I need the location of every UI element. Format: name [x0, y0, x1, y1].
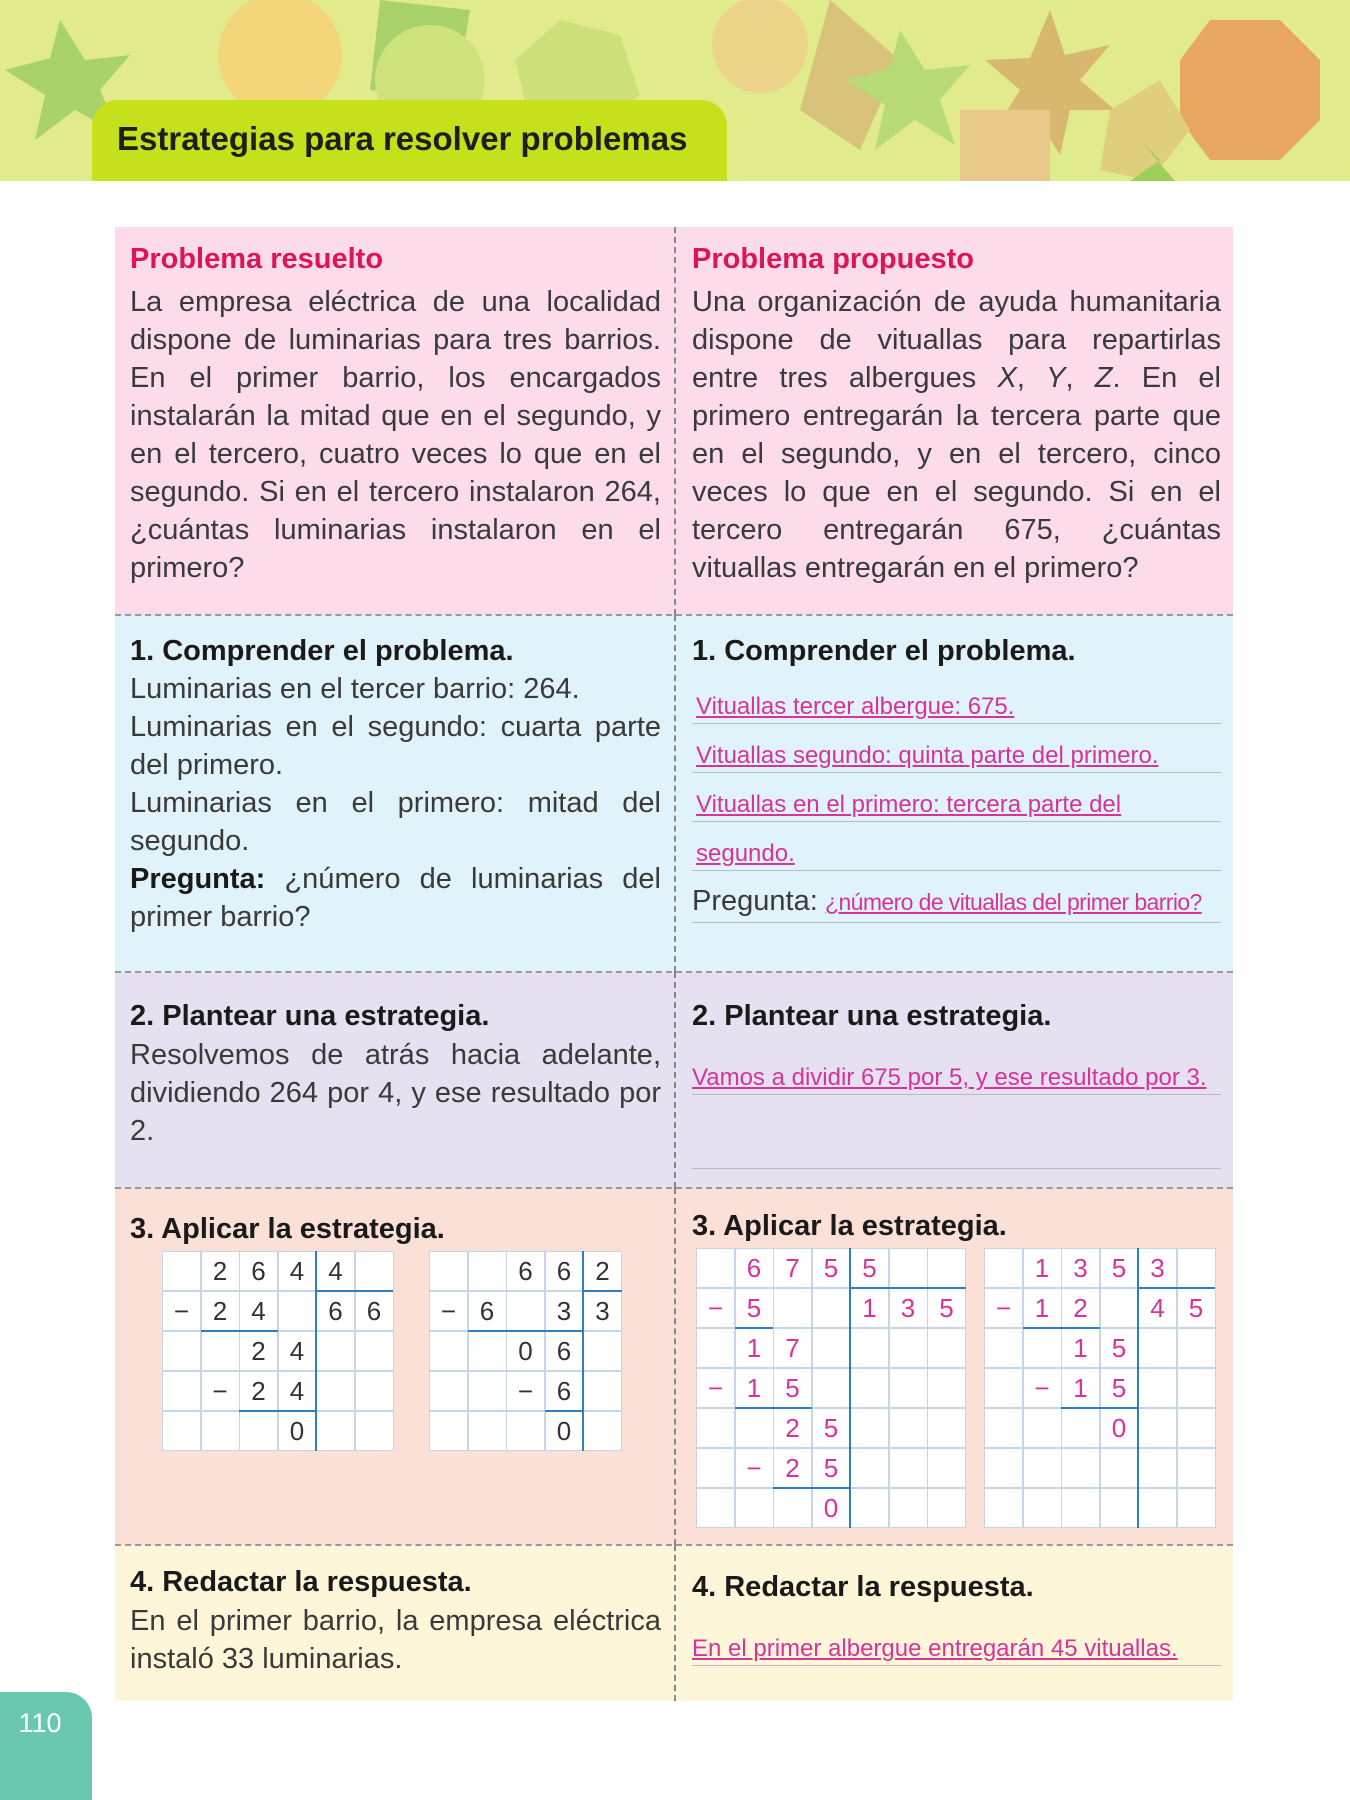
division-digit: −	[212, 1376, 228, 1406]
grid-cell	[812, 1368, 851, 1408]
division-bar-horizontal	[315, 1290, 393, 1292]
grid-cell	[984, 1408, 1023, 1448]
grid-cell	[984, 1248, 1023, 1288]
question-text: ¿número de luminarias del primer barrio?	[130, 863, 661, 933]
grid-cell	[696, 1448, 735, 1488]
division-digit: 0	[1111, 1413, 1127, 1443]
grid-cell	[773, 1288, 812, 1328]
grid-cell	[927, 1368, 966, 1408]
division-digit: 5	[823, 1253, 839, 1283]
division-digit: 5	[1111, 1253, 1127, 1283]
grid-cell	[696, 1248, 735, 1288]
grid-cell	[889, 1368, 928, 1408]
division-bar-vertical	[582, 1251, 584, 1451]
grid-cell	[984, 1328, 1023, 1368]
division-digit: 6	[328, 1296, 343, 1326]
grid-cell	[1177, 1408, 1216, 1448]
grid-cell	[735, 1408, 774, 1448]
grid-cell	[278, 1291, 317, 1331]
grid-cell	[850, 1408, 889, 1448]
division-digit: 4	[251, 1296, 266, 1326]
grid-cell	[162, 1411, 201, 1451]
grid-cell	[889, 1448, 928, 1488]
grid-cell	[1023, 1328, 1062, 1368]
subtraction-line	[201, 1330, 278, 1332]
division-digit: 1	[1073, 1373, 1088, 1403]
grid-cell	[1177, 1448, 1216, 1488]
grid-cell	[1061, 1408, 1100, 1448]
question-row	[692, 871, 1221, 923]
column-divider	[674, 227, 676, 615]
page-title: Estrategias para resolver problemas	[117, 120, 688, 157]
grid-cell	[162, 1371, 201, 1411]
subtraction-line	[468, 1330, 584, 1332]
grid-cell	[1138, 1488, 1177, 1528]
grid-cell	[889, 1488, 928, 1528]
var-y: Y	[1046, 362, 1066, 394]
answer-text: En el primer albergue entregarán 45 vituallas.	[692, 1635, 1178, 1662]
var-x: X	[997, 362, 1017, 394]
division-bar-vertical	[1137, 1248, 1139, 1528]
answer-line-1	[692, 1046, 1221, 1095]
grid-cell	[984, 1488, 1023, 1528]
grid-cell	[1100, 1448, 1139, 1488]
division-digit: 5	[1188, 1293, 1204, 1323]
division-digit: 1	[746, 1333, 762, 1363]
division-digit: −	[707, 1293, 724, 1323]
step2-resolved	[115, 972, 676, 1188]
statement-part-b: . En el primero entregarán la tercera parte que en el segundo, y en el tercero, cinco veces lo que en el segundo. Si en el tercero entregarán 675, ¿cuántas vituallas entregarán en el primero?	[692, 362, 1221, 584]
grid-cell	[696, 1488, 735, 1528]
grid-cell	[984, 1368, 1023, 1408]
division-digit: 3	[1073, 1253, 1088, 1283]
grid-cell	[1177, 1248, 1216, 1288]
step1-heading: 1. Comprender el problema.	[130, 635, 514, 667]
column-divider	[674, 1188, 676, 1545]
subtraction-line	[545, 1410, 584, 1412]
step1-resolved	[115, 615, 676, 972]
division-digit: 3	[900, 1293, 916, 1323]
division-digit: 1	[1034, 1293, 1050, 1323]
proposed-problem-heading: Problema propuesto	[692, 243, 974, 275]
grid-cell	[1023, 1408, 1062, 1448]
division-bar-horizontal	[849, 1287, 966, 1289]
division-digit: −	[440, 1296, 457, 1326]
proposed-problem	[676, 227, 1233, 615]
grid-cell	[850, 1368, 889, 1408]
subtraction-line	[1023, 1327, 1100, 1329]
grid-cell	[889, 1248, 928, 1288]
grid-cell	[1177, 1368, 1216, 1408]
division-digit: 6	[518, 1256, 533, 1286]
grid-cell	[1177, 1488, 1216, 1528]
division-digit: 5	[823, 1413, 839, 1443]
division-digit: 6	[556, 1376, 572, 1406]
division-digit: 2	[212, 1296, 228, 1326]
grid-cell	[506, 1291, 545, 1331]
grid-cell	[1138, 1448, 1177, 1488]
division-digit: 5	[1111, 1373, 1127, 1403]
grid-cell	[927, 1448, 966, 1488]
step4-section	[115, 1545, 1233, 1701]
statement-part-a: Una organización de ayuda humanitaria dispone de vituallas para repartirlas entre tres albergues	[692, 286, 1221, 394]
division-digit: 2	[785, 1453, 800, 1483]
grid-cell	[927, 1408, 966, 1448]
step1-proposed	[676, 615, 1233, 972]
division-digit: 0	[823, 1493, 839, 1523]
grid-cell	[773, 1488, 812, 1528]
step2-proposed	[676, 972, 1233, 1188]
grid-cell	[1177, 1328, 1216, 1368]
division-digit: −	[995, 1293, 1012, 1323]
answer-text: Vituallas tercer albergue: 675.	[696, 693, 1015, 720]
grid-cell	[201, 1411, 240, 1451]
grid-cell	[812, 1328, 851, 1368]
grid-cell	[429, 1251, 468, 1291]
answer-line-2	[692, 1095, 1221, 1169]
grid-cell	[316, 1331, 355, 1371]
question-label: Pregunta:	[130, 863, 266, 895]
grid-cell	[927, 1488, 966, 1528]
division-bar-horizontal	[582, 1290, 622, 1292]
grid-cell	[927, 1328, 966, 1368]
step2-section	[115, 972, 1233, 1188]
step2-text: Resolvemos de atrás hacia adelante, dividiendo 264 por 4, y ese resultado por 2.	[130, 1039, 661, 1147]
question-answer: ¿número de vituallas del primer barrio?	[825, 889, 1202, 915]
division-digit: 4	[289, 1376, 305, 1406]
division-digit: 3	[595, 1296, 610, 1326]
grid-cell	[316, 1371, 355, 1411]
answer-line-1	[692, 1617, 1221, 1666]
grid-cell	[162, 1331, 201, 1371]
resolved-problem	[115, 227, 676, 615]
division-digit: 0	[556, 1416, 572, 1446]
grid-cell	[812, 1288, 851, 1328]
division-digit: 6	[746, 1253, 762, 1283]
division-digit: 2	[212, 1256, 228, 1286]
step1-line1: Luminarias en el tercer barrio: 264.	[130, 673, 580, 705]
var-z: Z	[1094, 362, 1113, 394]
step1-line2: Luminarias en el segundo: cuarta parte del primero.	[130, 711, 661, 781]
grid-cell	[850, 1328, 889, 1368]
division-digit: 3	[556, 1296, 572, 1326]
grid-cell	[1100, 1288, 1139, 1328]
grid-cell	[927, 1248, 966, 1288]
division-digit: 6	[556, 1256, 572, 1286]
grid-cell	[696, 1328, 735, 1368]
grid-cell	[429, 1411, 468, 1451]
grid-cell	[889, 1328, 928, 1368]
division-digit: 0	[518, 1336, 533, 1366]
step3-heading: 3. Aplicar la estrategia.	[692, 1210, 1007, 1242]
division-digit: 5	[823, 1453, 839, 1483]
division-bar-vertical	[315, 1251, 317, 1451]
question-label: Pregunta:	[692, 885, 818, 917]
grid-cell	[1100, 1488, 1139, 1528]
grid-cell	[355, 1371, 394, 1411]
grid-cell	[316, 1411, 355, 1451]
division-digit: 5	[1111, 1333, 1127, 1363]
division-digit: 5	[862, 1253, 877, 1283]
division-digit: 1	[1034, 1253, 1050, 1283]
subtraction-line	[1061, 1407, 1138, 1409]
column-divider	[674, 972, 676, 1188]
division-digit: −	[746, 1453, 762, 1483]
grid-cell	[468, 1411, 507, 1451]
division-digit: −	[1034, 1373, 1050, 1403]
step1-section	[115, 615, 1233, 972]
answer-text: Vamos a dividir 675 por 5, y ese resultado por 3.	[692, 1064, 1207, 1091]
grid-cell	[1138, 1408, 1177, 1448]
grid-cell	[201, 1331, 240, 1371]
grid-cell	[239, 1411, 278, 1451]
grid-cell	[1023, 1448, 1062, 1488]
division-digit: 6	[251, 1256, 266, 1286]
subtraction-line	[735, 1407, 812, 1409]
step3-heading: 3. Aplicar la estrategia.	[130, 1213, 445, 1245]
grid-cell	[1061, 1448, 1100, 1488]
grid-cell	[355, 1411, 394, 1451]
division-digit: 2	[785, 1413, 800, 1443]
answer-text: Vituallas en el primero: tercera parte del	[696, 791, 1122, 818]
step1-heading: 1. Comprender el problema.	[692, 635, 1076, 667]
grid-cell	[889, 1408, 928, 1448]
step1-line3: Luminarias en el primero: mitad del segundo.	[130, 787, 661, 857]
division-digit: 4	[1150, 1293, 1165, 1323]
step2-heading: 2. Plantear una estrategia.	[692, 1000, 1052, 1032]
step4-heading: 4. Redactar la respuesta.	[130, 1566, 472, 1598]
division-digit: 1	[746, 1373, 762, 1403]
grid-cell	[1138, 1328, 1177, 1368]
grid-cell	[583, 1331, 622, 1371]
subtraction-line	[735, 1327, 774, 1329]
grid-cell	[583, 1371, 622, 1411]
division-digit: 3	[1150, 1253, 1165, 1283]
division-digit: 4	[289, 1336, 305, 1366]
division-digit: 5	[939, 1293, 954, 1323]
grid-cell	[1138, 1368, 1177, 1408]
grid-cell	[468, 1371, 507, 1411]
resolved-problem-statement: La empresa eléctrica de una localidad dispone de luminarias para tres barrios. En el primer barrio, los encargados instalarán la mitad que en el segundo, y en el tercero, cuatro veces lo que en el segundo. Si en el tercero instalaron 264, ¿cuántas luminarias instalaron en el primero?	[130, 286, 661, 584]
grid-cell	[355, 1331, 394, 1371]
grid-cell	[1061, 1488, 1100, 1528]
answer-line-3	[692, 773, 1221, 822]
grid-cell	[850, 1488, 889, 1528]
division-digit: −	[707, 1373, 724, 1403]
answer-line-2	[692, 724, 1221, 773]
division-digit: −	[173, 1296, 190, 1326]
division-digit: 2	[595, 1256, 610, 1286]
division-bar-horizontal	[1137, 1287, 1215, 1289]
division-digit: 2	[251, 1336, 266, 1366]
step2-heading: 2. Plantear una estrategia.	[130, 1000, 490, 1032]
division-digit: 7	[785, 1253, 800, 1283]
division-digit: 4	[289, 1256, 305, 1286]
grid-cell	[429, 1331, 468, 1371]
grid-cell	[583, 1411, 622, 1451]
problem-section	[115, 227, 1233, 615]
grid-cell	[735, 1488, 774, 1528]
grid-cell	[355, 1251, 394, 1291]
subtraction-line	[239, 1410, 316, 1412]
column-divider	[674, 1545, 676, 1701]
grid-cell	[984, 1448, 1023, 1488]
step4-proposed	[676, 1545, 1233, 1701]
step4-heading: 4. Redactar la respuesta.	[692, 1571, 1034, 1603]
division-digit: 5	[785, 1373, 800, 1403]
grid-cell	[468, 1251, 507, 1291]
division-digit: 5	[746, 1293, 762, 1323]
subtraction-line	[773, 1487, 850, 1489]
division-digit: 4	[328, 1256, 343, 1286]
answer-line-4	[692, 822, 1221, 871]
step1-question	[130, 860, 661, 936]
division-digit: 1	[862, 1293, 877, 1323]
page-number-tab	[0, 1692, 92, 1800]
grid-cell	[468, 1331, 507, 1371]
grid-cell	[850, 1448, 889, 1488]
grid-cell	[696, 1408, 735, 1448]
answer-text: Vituallas segundo: quinta parte del primero.	[696, 742, 1159, 769]
column-divider	[674, 615, 676, 972]
step4-text: En el primer barrio, la empresa eléctrica instaló 33 luminarias.	[130, 1605, 661, 1675]
division-digit: 2	[251, 1376, 266, 1406]
division-digit: 2	[1073, 1293, 1088, 1323]
answer-text: segundo.	[696, 840, 795, 867]
grid-cell	[429, 1371, 468, 1411]
grid-cell	[1023, 1488, 1062, 1528]
division-digit: 6	[366, 1296, 382, 1326]
division-digit: 6	[556, 1336, 572, 1366]
division-digit: 6	[479, 1296, 495, 1326]
division-digit: 0	[289, 1416, 305, 1446]
grid-cell	[506, 1411, 545, 1451]
proposed-problem-statement: Una organización de ayuda humanitaria dispone de vituallas para repartirlas entre tres albergues X, Y, Z. En el primero entregarán la tercera parte que en el segundo, y en el tercero, cinco veces lo que en el segundo. Si en el tercero entregarán 675, ¿cuántas vituallas entregarán en el primero?	[692, 286, 1221, 584]
division-digit: −	[517, 1376, 534, 1406]
division-bar-vertical	[849, 1248, 851, 1528]
page-number: 110	[18, 1708, 62, 1738]
grid-cell	[162, 1251, 201, 1291]
division-digit: 7	[785, 1333, 800, 1363]
resolved-problem-heading: Problema resuelto	[130, 243, 384, 275]
division-digit: 1	[1073, 1333, 1088, 1363]
step4-resolved	[115, 1545, 676, 1701]
answer-line-1	[692, 675, 1221, 724]
